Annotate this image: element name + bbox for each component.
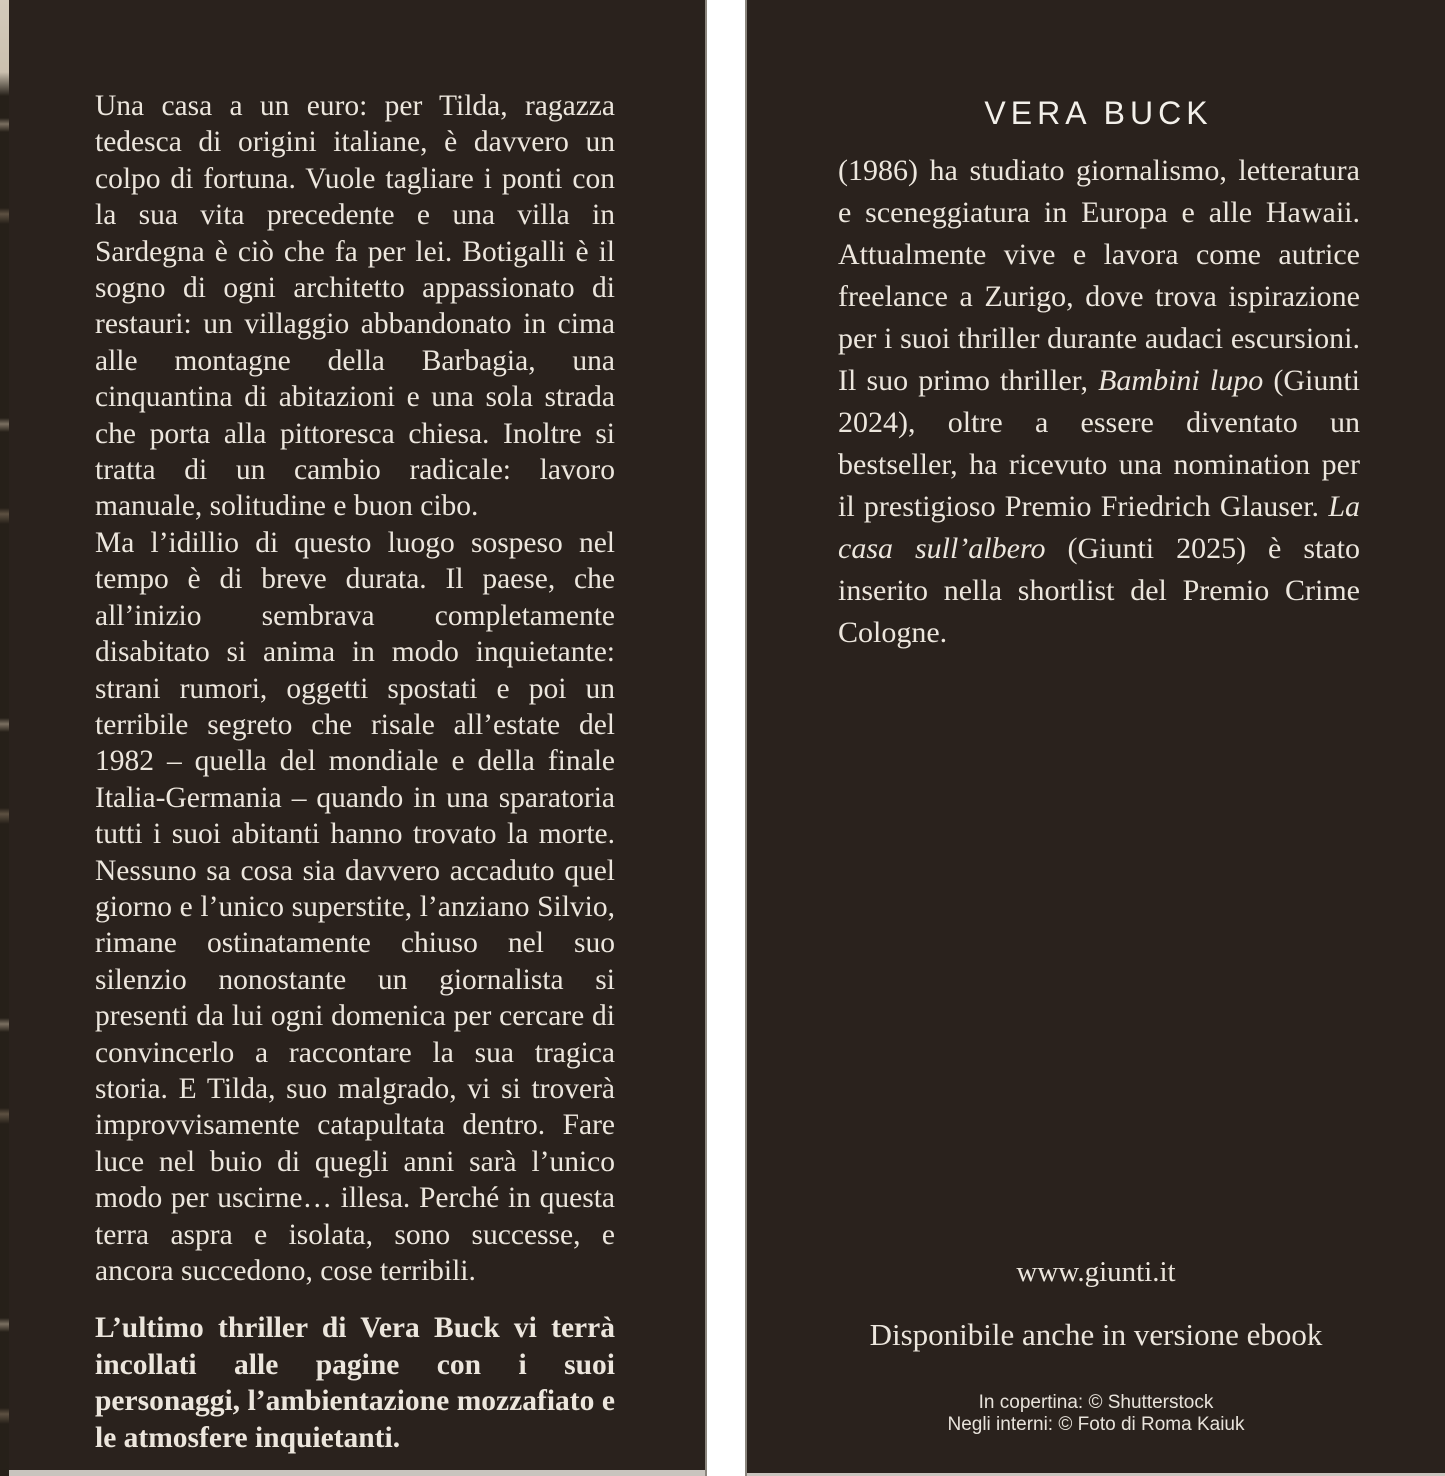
synopsis-block <box>95 88 615 1456</box>
bio-text-part-3: (Giunti 2025) è stato inserito nella shortlist del Premio Crime Cologne. <box>838 532 1360 649</box>
front-flap-panel <box>9 0 705 1476</box>
bio-text-part-2: (Giunti 2024), oltre a essere diventato un bestseller, ha ricevuto una nomination per il prestigioso Premio Friedrich Glauser. <box>838 364 1360 523</box>
author-name-heading: VERA BUCK <box>984 95 1213 131</box>
book-title-la-casa-sullalbero: La casa sull’albero <box>838 490 1360 565</box>
ebook-availability-note: Disponibile anche in versione ebook <box>869 1317 1323 1352</box>
flap-fold-gap <box>705 0 747 1476</box>
cover-edge-texture <box>0 0 9 1476</box>
publisher-website-text: www.giunti.it <box>1016 1256 1176 1288</box>
cover-photo-credit: In copertina: © Shutterstock <box>978 1392 1214 1413</box>
photo-credits <box>747 1392 1445 1435</box>
interior-photo-credit: Negli interni: © Foto di Roma Kaiuk <box>947 1413 1245 1435</box>
author-bio <box>838 150 1360 654</box>
back-flap-panel <box>747 0 1445 1476</box>
bio-text-part-1: (1986) ha studiato giornalismo, letteratura e sceneggiatura in Europa e alle Hawaii. Attualmente vive e lavora come autrice freelance a Zurigo, dove trova ispirazione per i suoi thriller durante audaci escursioni. Il suo primo thriller, <box>838 154 1360 397</box>
synopsis-paragraph-2: Ma l’idillio di questo luogo sospeso nel tempo è di breve durata. Il paese, che all’inizio sembrava completamente disabitato si anima in modo inquietante: strani rumori, oggetti spostati e poi un terribile segreto che risale all’estate del 1982 – quella del mondiale e della finale Italia-Germania – quando in una sparatoria tutti i suoi abitanti hanno trovato la morte. Nessuno sa cosa sia davvero accaduto quel giorno e l’unico superstite, l’anziano Silvio, rimane ostinatamente chiuso nel suo silenzio nonostante un giornalista si presenti da lui ogni domenica per cercare di convincerlo a raccontare la sua tragica storia. E Tilda, suo malgrado, vi si troverà improvvisamente catapultata dentro. Fare luce nel buio di quegli anni sarà l’unico modo per uscirne… illesa. Perché in questa terra aspra e isolata, sono successe, e ancora succedono, cose terribili. <box>95 526 615 1287</box>
book-title-bambini-lupo: Bambini lupo <box>1098 364 1264 397</box>
tagline-text: L’ultimo thriller di Vera Buck vi terrà incollati alle pagine con i suoi personaggi, l’ambientazione mozzafiato e le atmosfere inquietanti. <box>95 1312 615 1454</box>
synopsis-paragraph-1: Una casa a un euro: per Tilda, ragazza tedesca di origini italiane, è davvero un colpo di fortuna. Vuole tagliare i ponti con la sua vita precedente e una villa in Sardegna è ciò che fa per lei. Botigalli è il sogno di ogni architetto appassionato di restauri: un villaggio abbandonato in cima alle montagne della Barbagia, una cinquantina di abitazioni e una sola strada che porta alla pittoresca chiesa. Inoltre si tratta di un cambio radicale: lavoro manuale, solitudine e buon cibo. <box>95 90 615 523</box>
